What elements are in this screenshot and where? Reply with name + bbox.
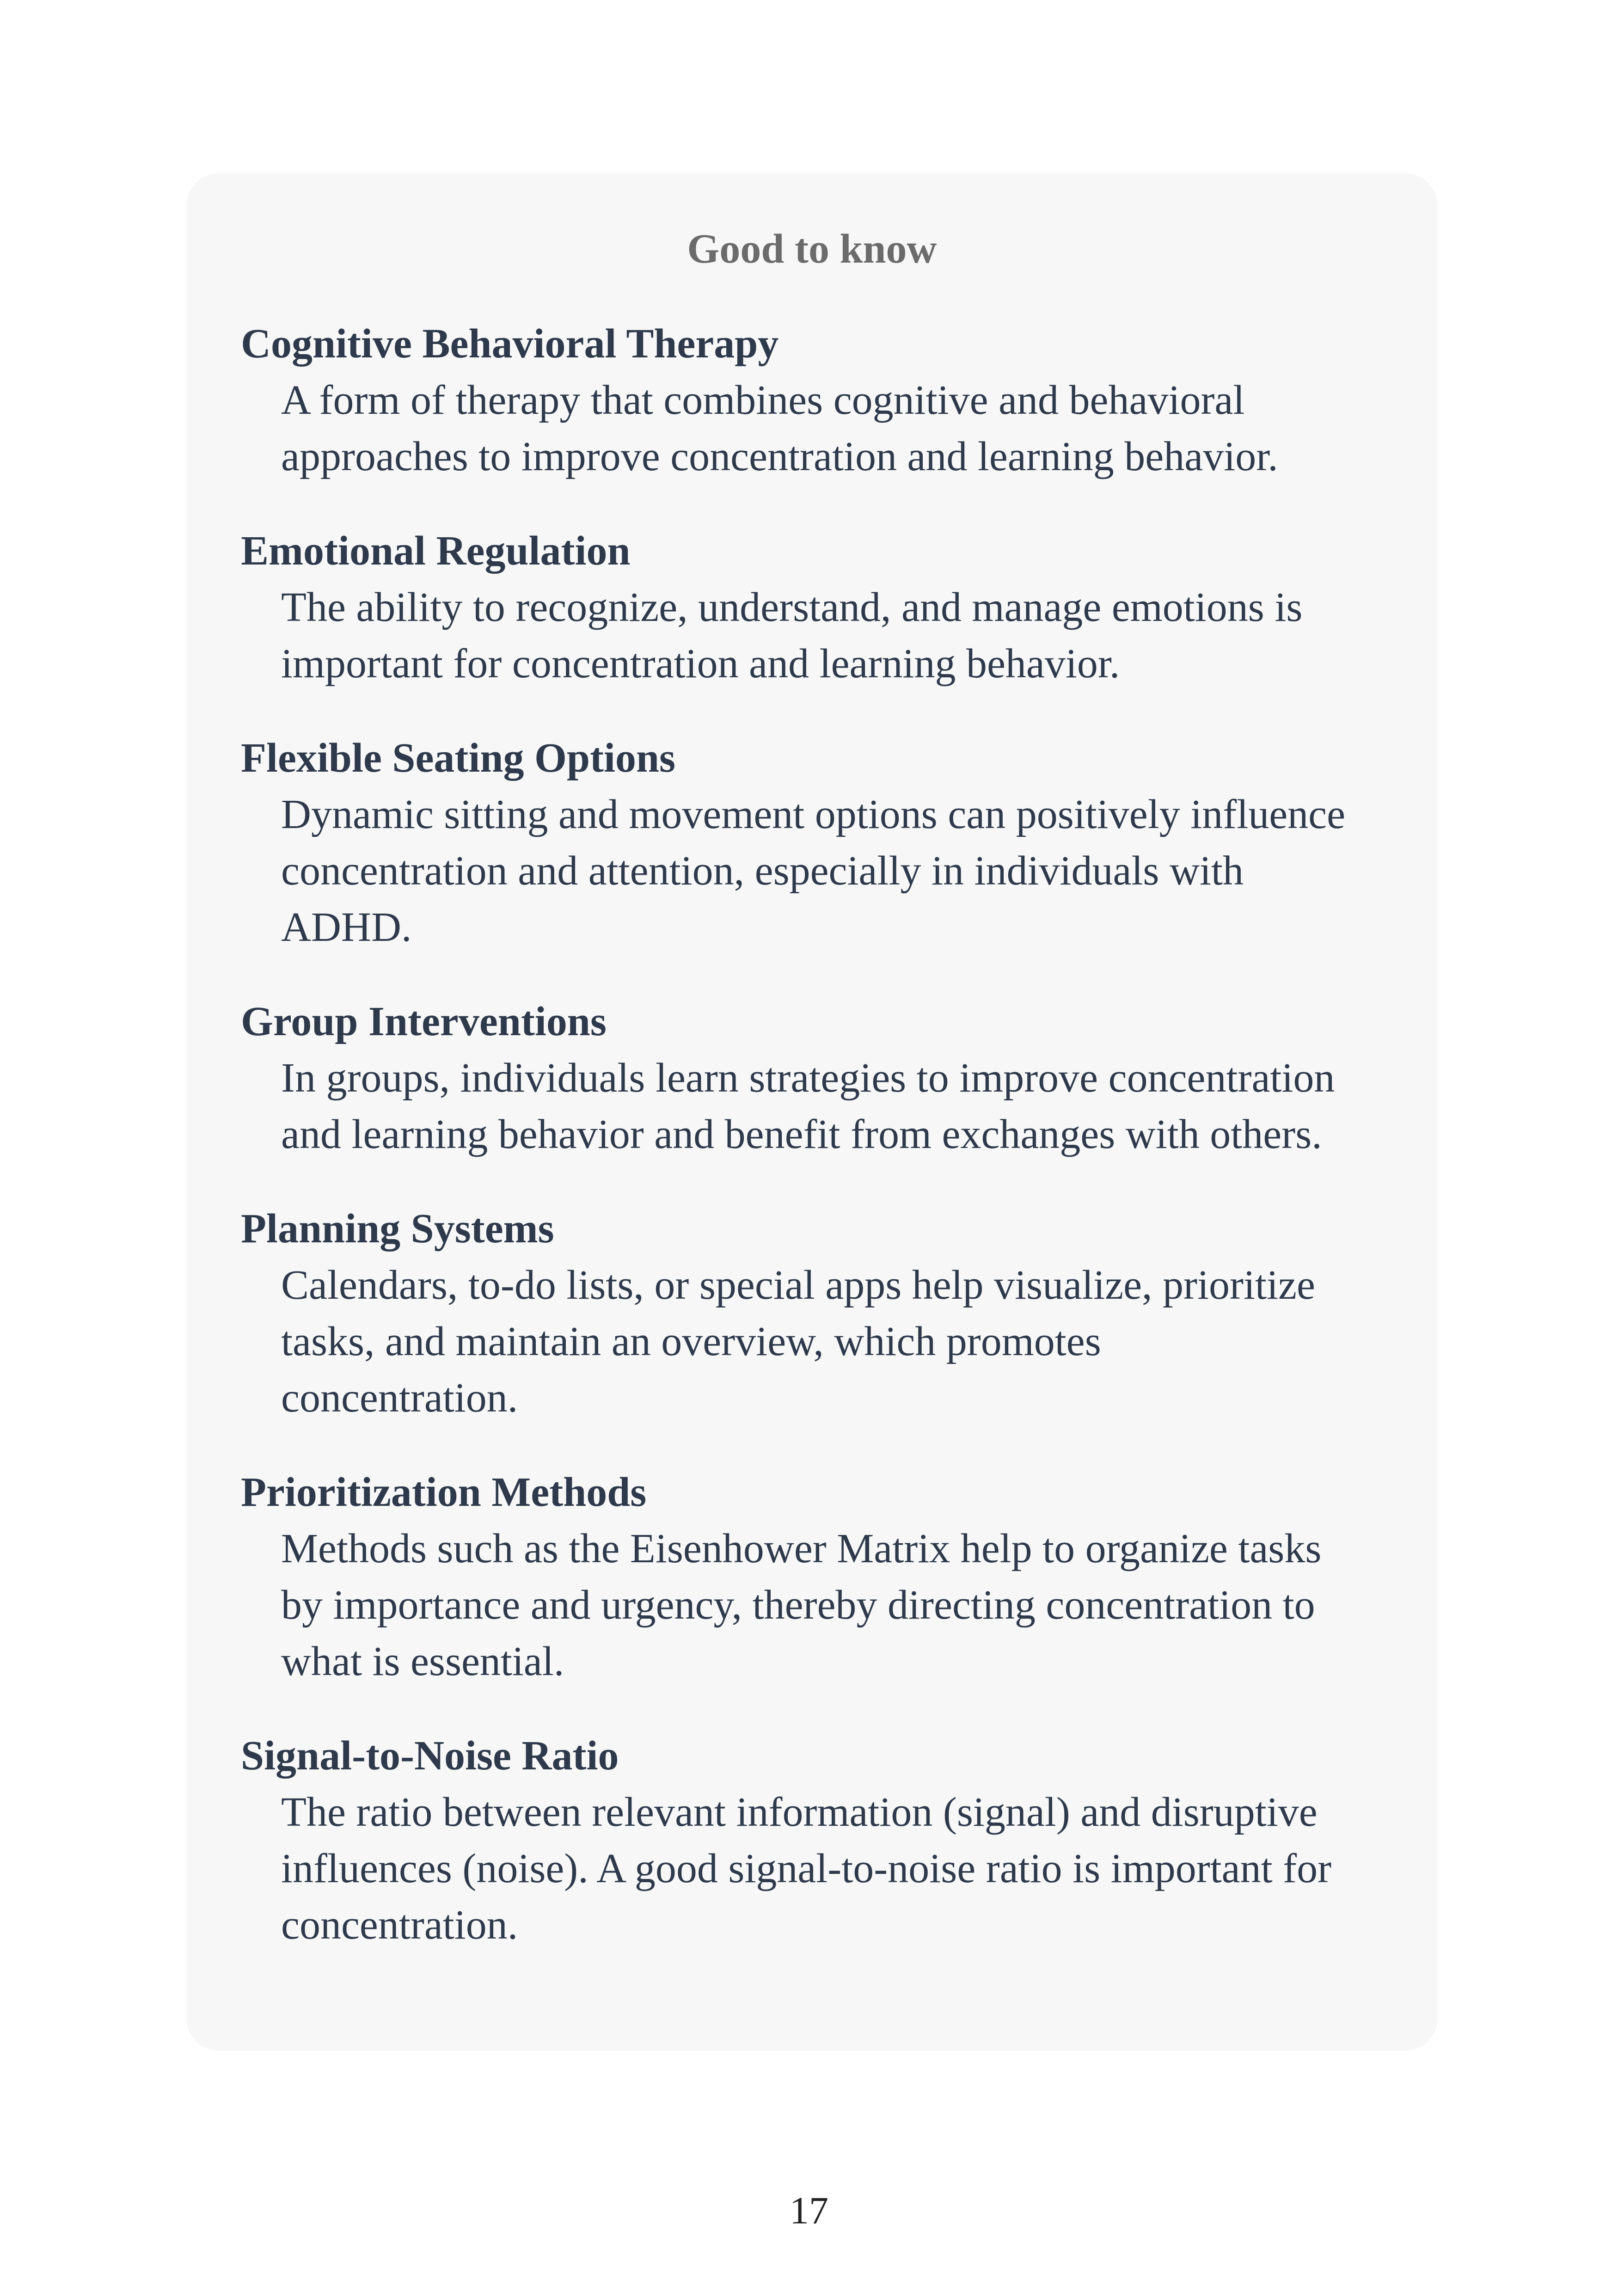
good-to-know-box bbox=[186, 173, 1438, 2050]
glossary-definition bbox=[241, 1521, 1383, 1690]
definition-line: The ability to recognize, understand, and manage emotions is bbox=[281, 584, 1303, 630]
glossary-definition bbox=[241, 372, 1383, 485]
glossary-entry bbox=[241, 1201, 1383, 1426]
glossary-term: Cognitive Behavioral Therapy bbox=[241, 321, 779, 367]
glossary-term: Group Interventions bbox=[241, 999, 607, 1044]
definition-line: tasks, and maintain an overview, which promotes bbox=[281, 1319, 1101, 1364]
page-number: 17 bbox=[790, 2189, 828, 2232]
definition-line: concentration. bbox=[281, 1902, 518, 1948]
glossary-term: Emotional Regulation bbox=[241, 528, 631, 574]
glossary-term: Planning Systems bbox=[241, 1206, 554, 1252]
definition-line: concentration. bbox=[281, 1375, 518, 1421]
glossary-entry bbox=[241, 1464, 1383, 1690]
glossary-entry bbox=[241, 523, 1383, 692]
glossary-term: Signal-to-Noise Ratio bbox=[241, 1733, 619, 1779]
definition-line: The ratio between relevant information (signal) and disruptive bbox=[281, 1789, 1318, 1835]
definition-line: concentration and attention, especially in individuals with bbox=[281, 848, 1244, 894]
glossary-definition bbox=[241, 1257, 1383, 1426]
definition-line: influences (noise). A good signal-to-noise ratio is important for bbox=[281, 1846, 1332, 1891]
glossary-definition bbox=[241, 579, 1383, 692]
definition-line: In groups, individuals learn strategies to improve concentration bbox=[281, 1055, 1335, 1101]
definition-line: ADHD. bbox=[281, 904, 412, 950]
glossary-definition bbox=[241, 786, 1383, 956]
definition-line: Methods such as the Eisenhower Matrix help to organize tasks bbox=[281, 1526, 1322, 1572]
definition-line: A form of therapy that combines cognitive and behavioral bbox=[281, 377, 1245, 423]
definition-line: important for concentration and learning behavior. bbox=[281, 641, 1120, 687]
glossary-entry bbox=[241, 316, 1383, 485]
definition-line: Dynamic sitting and movement options can positively influence bbox=[281, 792, 1346, 837]
definition-line: by importance and urgency, thereby directing concentration to bbox=[281, 1582, 1315, 1628]
glossary-entry bbox=[241, 730, 1383, 956]
glossary-definition bbox=[241, 1050, 1383, 1163]
definition-line: what is essential. bbox=[281, 1639, 564, 1684]
definition-line: and learning behavior and benefit from exchanges with others. bbox=[281, 1111, 1322, 1157]
glossary-term: Flexible Seating Options bbox=[241, 735, 676, 781]
glossary-entry bbox=[241, 1728, 1383, 1953]
definition-line: approaches to improve concentration and learning behavior. bbox=[281, 434, 1278, 479]
glossary-entry bbox=[241, 994, 1383, 1163]
box-title: Good to know bbox=[687, 226, 937, 272]
glossary-definition bbox=[241, 1784, 1383, 1953]
definition-line: Calendars, to-do lists, or special apps help visualize, prioritize bbox=[281, 1262, 1315, 1308]
glossary-term: Prioritization Methods bbox=[241, 1469, 647, 1515]
